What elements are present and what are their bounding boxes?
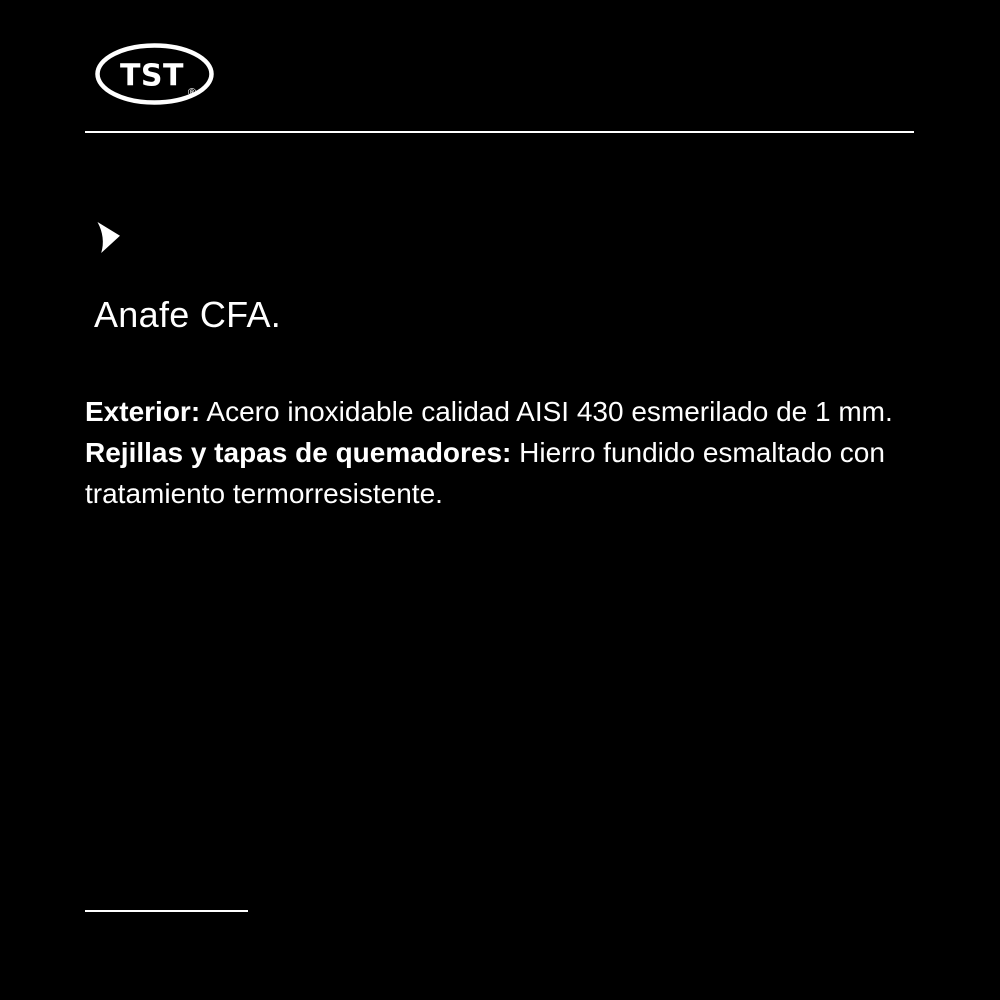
spec-exterior-label: Exterior: (85, 396, 201, 427)
arrow-right-shape (98, 222, 121, 253)
spec-list (85, 391, 917, 514)
product-title: Anafe CFA. (94, 294, 282, 335)
header-divider (85, 131, 914, 133)
spec-rejillas-label: Rejillas y tapas de quemadores: (85, 437, 512, 468)
footer-divider (85, 910, 248, 912)
spec-exterior-value: Acero inoxidable calidad AISI 430 esmerilado de 1 mm. (206, 396, 893, 427)
spec-rejillas (85, 432, 917, 514)
registered-trademark-icon: ® (186, 85, 198, 99)
spec-exterior (85, 391, 917, 432)
tst-logo (93, 43, 217, 107)
arrow-right-icon (97, 222, 120, 253)
logo-brand-text: TST (119, 58, 185, 94)
spec-rejillas-value: Hierro fundido esmaltado con tratamiento termorresistente. (85, 437, 885, 509)
